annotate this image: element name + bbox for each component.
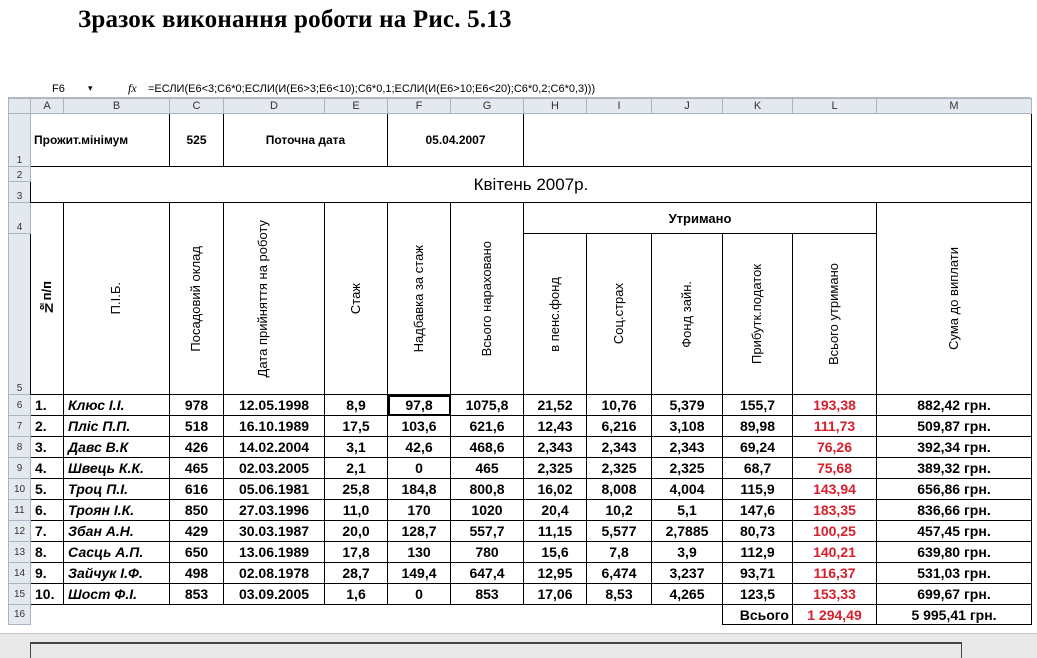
income-tax-cell[interactable]: 147,6	[723, 500, 793, 521]
payout-cell[interactable]: 389,32 грн.	[877, 458, 1032, 479]
pension-fund-cell[interactable]: 11,15	[524, 521, 587, 542]
employment-fund-cell[interactable]: 4,265	[652, 584, 723, 605]
total-withheld[interactable]: 1 294,49	[793, 605, 877, 625]
employee-name-cell[interactable]: Швець К.К.	[64, 458, 170, 479]
hire-date-cell[interactable]: 12.05.1998	[224, 395, 325, 416]
empty-cell[interactable]	[31, 605, 723, 625]
social-insurance-cell[interactable]: 6,216	[587, 416, 652, 437]
total-withheld-cell[interactable]: 76,26	[793, 437, 877, 458]
header-payout-label: Сума до виплати	[945, 247, 961, 350]
social-insurance-cell[interactable]: 2,325	[587, 458, 652, 479]
row-number-cell[interactable]: 1.	[31, 395, 64, 416]
living-minimum-label[interactable]: Прожит.мінімум	[31, 114, 170, 167]
column-header-j[interactable]: J	[652, 99, 723, 114]
row-number-cell[interactable]: 4.	[31, 458, 64, 479]
sheet-row	[9, 167, 1032, 182]
table-row	[9, 416, 1032, 437]
hire-date-cell[interactable]: 14.02.2004	[224, 437, 325, 458]
header-num[interactable]	[31, 203, 64, 395]
row-header[interactable]: 11	[9, 500, 31, 521]
table-row	[9, 521, 1032, 542]
total-withheld-cell[interactable]: 116,37	[793, 563, 877, 584]
select-all-corner[interactable]	[9, 99, 31, 114]
total-withheld-cell[interactable]: 140,21	[793, 542, 877, 563]
page-bottom-strip	[0, 633, 1037, 658]
income-tax-cell[interactable]: 93,71	[723, 563, 793, 584]
header-salary[interactable]	[170, 203, 224, 395]
accrued-cell[interactable]: 1020	[451, 500, 524, 521]
employment-fund-cell[interactable]: 2,343	[652, 437, 723, 458]
payout-cell[interactable]: 699,67 грн.	[877, 584, 1032, 605]
employment-fund-cell[interactable]: 2,7885	[652, 521, 723, 542]
social-insurance-cell[interactable]: 8,53	[587, 584, 652, 605]
social-insurance-cell[interactable]: 10,2	[587, 500, 652, 521]
header-bonus-label: Надбавка за стаж	[410, 244, 426, 353]
column-header-h[interactable]: H	[524, 99, 587, 114]
empty-cell[interactable]	[524, 114, 1032, 167]
accrued-cell[interactable]: 800,8	[451, 479, 524, 500]
header-name[interactable]	[64, 203, 170, 395]
employee-name-cell[interactable]: Клюс І.І.	[64, 395, 170, 416]
column-header-d[interactable]: D	[224, 99, 325, 114]
total-withheld-cell[interactable]: 75,68	[793, 458, 877, 479]
income-tax-cell[interactable]: 80,73	[723, 521, 793, 542]
bonus-cell[interactable]: 97,8	[388, 395, 451, 416]
employee-name-cell[interactable]: Сасць А.П.	[64, 542, 170, 563]
salary-cell[interactable]: 978	[170, 395, 224, 416]
tenure-cell[interactable]: 17,5	[325, 416, 388, 437]
header-salary-label: Посадовий оклад	[188, 245, 204, 352]
column-header-i[interactable]: I	[587, 99, 652, 114]
header-pension[interactable]	[524, 234, 587, 395]
formula-bar	[8, 80, 1031, 98]
header-accrued-label: Всього нараховано	[478, 240, 494, 357]
pension-fund-cell[interactable]: 17,06	[524, 584, 587, 605]
tenure-cell[interactable]: 2,1	[325, 458, 388, 479]
total-withheld-cell[interactable]: 153,33	[793, 584, 877, 605]
total-withheld-cell[interactable]: 143,94	[793, 479, 877, 500]
pension-fund-cell[interactable]: 2,325	[524, 458, 587, 479]
bonus-cell[interactable]: 130	[388, 542, 451, 563]
row-header[interactable]: 2	[9, 167, 31, 182]
pension-fund-cell[interactable]: 12,43	[524, 416, 587, 437]
income-tax-cell[interactable]: 112,9	[723, 542, 793, 563]
payout-cell[interactable]: 392,34 грн.	[877, 437, 1032, 458]
header-tenure-label: Стаж	[347, 282, 363, 315]
row-header[interactable]: 12	[9, 521, 31, 542]
employment-fund-cell[interactable]: 5,1	[652, 500, 723, 521]
tenure-cell[interactable]: 20,0	[325, 521, 388, 542]
employment-fund-cell[interactable]: 3,9	[652, 542, 723, 563]
column-header-m[interactable]: M	[877, 99, 1032, 114]
salary-cell[interactable]: 616	[170, 479, 224, 500]
table-edge-decoration	[30, 642, 962, 658]
bonus-cell[interactable]: 128,7	[388, 521, 451, 542]
hire-date-cell[interactable]: 30.03.1987	[224, 521, 325, 542]
row-header[interactable]: 3	[9, 182, 31, 203]
employment-fund-cell[interactable]: 3,237	[652, 563, 723, 584]
column-header-c[interactable]: C	[170, 99, 224, 114]
pension-fund-cell[interactable]: 15,6	[524, 542, 587, 563]
header-accrued[interactable]	[451, 203, 524, 395]
row-header[interactable]: 8	[9, 437, 31, 458]
row-header[interactable]: 15	[9, 584, 31, 605]
header-tenure[interactable]	[325, 203, 388, 395]
hire-date-cell[interactable]: 03.09.2005	[224, 584, 325, 605]
social-insurance-cell[interactable]: 10,76	[587, 395, 652, 416]
income-tax-cell[interactable]: 68,7	[723, 458, 793, 479]
employee-name-cell[interactable]: Збан А.Н.	[64, 521, 170, 542]
header-employment-label: Фонд зайн.	[678, 280, 694, 348]
employment-fund-cell[interactable]: 4,004	[652, 479, 723, 500]
header-income-tax[interactable]	[723, 234, 793, 395]
bonus-cell[interactable]: 149,4	[388, 563, 451, 584]
column-header-l[interactable]: L	[793, 99, 877, 114]
row-header[interactable]: 6	[9, 395, 31, 416]
worksheet-grid	[8, 98, 1032, 625]
chevron-down-icon[interactable]: ▾	[88, 83, 93, 93]
hire-date-cell[interactable]: 13.06.1989	[224, 542, 325, 563]
header-payout[interactable]	[877, 203, 1032, 395]
column-header-e[interactable]: E	[325, 99, 388, 114]
header-pension-label: в пенс.фонд	[546, 276, 562, 352]
header-withheld[interactable]	[793, 234, 877, 395]
accrued-cell[interactable]: 780	[451, 542, 524, 563]
accrued-cell[interactable]: 465	[451, 458, 524, 479]
employment-fund-cell[interactable]: 3,108	[652, 416, 723, 437]
total-withheld-cell[interactable]: 111,73	[793, 416, 877, 437]
row-number-cell[interactable]: 9.	[31, 563, 64, 584]
accrued-cell[interactable]: 647,4	[451, 563, 524, 584]
row-number-cell[interactable]: 6.	[31, 500, 64, 521]
tenure-cell[interactable]: 1,6	[325, 584, 388, 605]
header-withheld-label: Всього утримано	[826, 263, 842, 365]
salary-cell[interactable]: 518	[170, 416, 224, 437]
accrued-cell[interactable]: 621,6	[451, 416, 524, 437]
column-header-f[interactable]: F	[388, 99, 451, 114]
tenure-cell[interactable]: 11,0	[325, 500, 388, 521]
row-header[interactable]: 10	[9, 479, 31, 500]
total-withheld-cell[interactable]: 100,25	[793, 521, 877, 542]
table-row	[9, 542, 1032, 563]
income-tax-cell[interactable]: 69,24	[723, 437, 793, 458]
accrued-cell[interactable]: 557,7	[451, 521, 524, 542]
bonus-cell[interactable]: 170	[388, 500, 451, 521]
document-title: Зразок виконання роботи на Рис. 5.13	[78, 6, 512, 33]
tenure-cell[interactable]: 17,8	[325, 542, 388, 563]
hire-date-cell[interactable]: 02.03.2005	[224, 458, 325, 479]
employee-name-cell[interactable]: Троян І.К.	[64, 500, 170, 521]
column-header-row	[9, 99, 1032, 114]
social-insurance-cell[interactable]: 5,577	[587, 521, 652, 542]
row-header[interactable]: 16	[9, 605, 31, 625]
column-header-g[interactable]: G	[451, 99, 524, 114]
total-withheld-cell[interactable]: 193,38	[793, 395, 877, 416]
row-header[interactable]: 13	[9, 542, 31, 563]
bonus-cell[interactable]: 0	[388, 458, 451, 479]
total-payout[interactable]: 5 995,41 грн.	[877, 605, 1032, 625]
pension-fund-cell[interactable]: 20,4	[524, 500, 587, 521]
row-number-cell[interactable]: 8.	[31, 542, 64, 563]
table-row	[9, 479, 1032, 500]
spreadsheet	[8, 80, 1031, 625]
table-row	[9, 563, 1032, 584]
salary-cell[interactable]: 429	[170, 521, 224, 542]
payout-cell[interactable]: 457,45 грн.	[877, 521, 1032, 542]
payout-cell[interactable]: 656,86 грн.	[877, 479, 1032, 500]
row-number-cell[interactable]: 10.	[31, 584, 64, 605]
column-header-k[interactable]: K	[723, 99, 793, 114]
accrued-cell[interactable]: 853	[451, 584, 524, 605]
row-number-cell[interactable]: 5.	[31, 479, 64, 500]
employee-name-cell[interactable]: Зайчук І.Ф.	[64, 563, 170, 584]
salary-cell[interactable]: 650	[170, 542, 224, 563]
bonus-cell[interactable]: 42,6	[388, 437, 451, 458]
social-insurance-cell[interactable]: 7,8	[587, 542, 652, 563]
header-income-tax-label: Прибутк.податок	[749, 264, 765, 364]
social-insurance-cell[interactable]: 6,474	[587, 563, 652, 584]
hire-date-cell[interactable]: 27.03.1996	[224, 500, 325, 521]
tenure-cell[interactable]: 8,9	[325, 395, 388, 416]
current-date-value[interactable]: 05.04.2007	[388, 114, 524, 167]
header-bonus[interactable]	[388, 203, 451, 395]
accrued-cell[interactable]: 468,6	[451, 437, 524, 458]
total-row	[9, 605, 1032, 625]
pension-fund-cell[interactable]: 21,52	[524, 395, 587, 416]
formula-input[interactable]: =ЕСЛИ(E6<3;C6*0;ЕСЛИ(И(E6>3;E6<10);C6*0,1;ЕСЛИ(И(E6>10;E6<20);C6*0,2;C6*0,3)))	[148, 82, 596, 95]
employee-name-cell[interactable]: Давс В.К	[64, 437, 170, 458]
total-label[interactable]: Всього	[723, 605, 793, 625]
employee-name-cell[interactable]: Троц П.І.	[64, 479, 170, 500]
total-withheld-cell[interactable]: 183,35	[793, 500, 877, 521]
header-employment[interactable]	[652, 234, 723, 395]
table-row	[9, 458, 1032, 479]
table-row	[9, 395, 1032, 416]
pension-fund-cell[interactable]: 16,02	[524, 479, 587, 500]
bonus-cell[interactable]: 0	[388, 584, 451, 605]
salary-cell[interactable]: 426	[170, 437, 224, 458]
income-tax-cell[interactable]: 115,9	[723, 479, 793, 500]
bonus-cell[interactable]: 184,8	[388, 479, 451, 500]
row-header[interactable]: 5	[9, 234, 31, 395]
column-header-a[interactable]: A	[31, 99, 64, 114]
row-number-cell[interactable]: 2.	[31, 416, 64, 437]
payout-cell[interactable]: 882,42 грн.	[877, 395, 1032, 416]
accrued-cell[interactable]: 1075,8	[451, 395, 524, 416]
header-hire-date[interactable]	[224, 203, 325, 395]
tenure-cell[interactable]: 3,1	[325, 437, 388, 458]
function-icon[interactable]: fx	[128, 81, 137, 95]
salary-cell[interactable]: 850	[170, 500, 224, 521]
social-insurance-cell[interactable]: 8,008	[587, 479, 652, 500]
bonus-cell[interactable]: 103,6	[388, 416, 451, 437]
income-tax-cell[interactable]: 123,5	[723, 584, 793, 605]
current-date-label[interactable]: Поточна дата	[224, 114, 388, 167]
sheet-row	[9, 203, 1032, 234]
salary-cell[interactable]: 853	[170, 584, 224, 605]
employee-name-cell[interactable]: Пліс П.П.	[64, 416, 170, 437]
hire-date-cell[interactable]: 02.08.1978	[224, 563, 325, 584]
income-tax-cell[interactable]: 89,98	[723, 416, 793, 437]
table-row	[9, 584, 1032, 605]
employee-name-cell[interactable]: Шост Ф.І.	[64, 584, 170, 605]
month-title[interactable]: Квітень 2007р.	[31, 167, 1032, 203]
pension-fund-cell[interactable]: 2,343	[524, 437, 587, 458]
row-header[interactable]: 7	[9, 416, 31, 437]
row-number-cell[interactable]: 3.	[31, 437, 64, 458]
payout-cell[interactable]: 509,87 грн.	[877, 416, 1032, 437]
tenure-cell[interactable]: 25,8	[325, 479, 388, 500]
employment-fund-cell[interactable]: 5,379	[652, 395, 723, 416]
living-minimum-value[interactable]: 525	[170, 114, 224, 167]
sheet-row	[9, 114, 1032, 167]
name-box[interactable]: F6	[52, 82, 65, 95]
row-header[interactable]: 4	[9, 203, 31, 234]
employment-fund-cell[interactable]: 2,325	[652, 458, 723, 479]
row-number-cell[interactable]: 7.	[31, 521, 64, 542]
table-row	[9, 500, 1032, 521]
row-header[interactable]: 14	[9, 563, 31, 584]
header-name-label: П.І.Б.	[108, 282, 124, 315]
tenure-cell[interactable]: 28,7	[325, 563, 388, 584]
column-header-b[interactable]: B	[64, 99, 170, 114]
table-row	[9, 437, 1032, 458]
payout-cell[interactable]: 639,80 грн.	[877, 542, 1032, 563]
pension-fund-cell[interactable]: 12,95	[524, 563, 587, 584]
income-tax-cell[interactable]: 155,7	[723, 395, 793, 416]
hire-date-cell[interactable]: 05.06.1981	[224, 479, 325, 500]
hire-date-cell[interactable]: 16.10.1989	[224, 416, 325, 437]
withheld-group-header[interactable]: Утримано	[524, 203, 877, 234]
social-insurance-cell[interactable]: 2,343	[587, 437, 652, 458]
header-num-label: №п/п	[38, 281, 54, 316]
header-social[interactable]	[587, 234, 652, 395]
salary-cell[interactable]: 465	[170, 458, 224, 479]
row-header[interactable]: 1	[9, 114, 31, 167]
data-rows	[9, 395, 1032, 605]
salary-cell[interactable]: 498	[170, 563, 224, 584]
header-hire-date-label: Дата прийняття на роботу	[255, 219, 270, 378]
payout-cell[interactable]: 836,66 грн.	[877, 500, 1032, 521]
header-social-label: Соц.страх	[610, 283, 626, 345]
row-header[interactable]: 9	[9, 458, 31, 479]
payout-cell[interactable]: 531,03 грн.	[877, 563, 1032, 584]
